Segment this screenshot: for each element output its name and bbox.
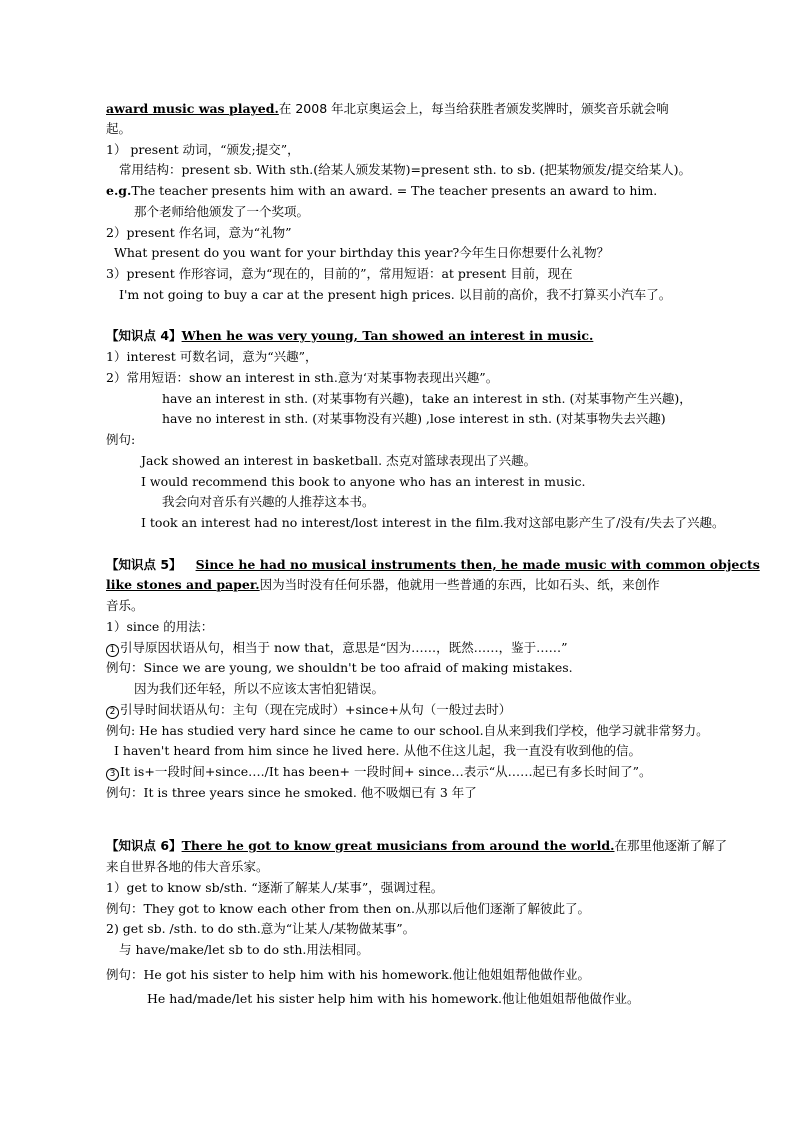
- example-sentence: 例句: He has studied very hard since he came to our school.自从来到我们学校，他学习就非常努力。: [106, 723, 709, 738]
- example-sentence: 例句：Since we are young, we shouldn't be too afraid of making mistakes.: [106, 660, 573, 675]
- section-title-line2: [106, 577, 660, 593]
- example-sentence: I would recommend this book to anyone who has an interest in music.: [141, 474, 586, 489]
- section-tag: 【知识点 6】: [106, 838, 182, 853]
- since-it-is-structure: [106, 764, 652, 781]
- example-line: [106, 183, 657, 199]
- example-sentence: 例句：They got to know each other from then on.从那以后他们逐渐了解彼此了。: [106, 901, 591, 916]
- section-title: Since he had no musical instruments then, he made music with common objects: [195, 557, 760, 572]
- example-sentence: 例句：It is three years since he smoked. 他不吸烟已有 3 年了: [106, 785, 477, 800]
- present-adj-example: I'm not going to buy a car at the present high prices. 以目前的高价，我不打算买小汽车了。: [119, 287, 672, 302]
- section-title: When he was very young, Tan showed an interest in music.: [181, 328, 594, 343]
- phrase-line: have no interest in sth. (对某事物没有兴趣) ,lose interest in sth. (对某事物失去兴趣): [162, 411, 666, 426]
- example-sentence: I took an interest had no interest/lost interest in the film.我对这部电影产生了/没有/失去了兴趣。: [141, 515, 725, 530]
- translation-text: 因为当时没有任何乐器，他就用一些普通的东西，比如石头、纸，来创作: [259, 577, 660, 592]
- example-sentence: He had/made/let his sister help him with his homework.他让他姐姐帮他做作业。: [147, 991, 640, 1006]
- usage-text: 引导原因状语从句，相当于 now that，意思是“因为……，既然……，鉴于……”: [120, 640, 568, 655]
- highlight-sentence: award music was played.: [106, 101, 279, 116]
- circled-number-1: 1: [106, 644, 119, 657]
- present-structure: 常用结构：present sb. With sth.(给某人颁发某物)=present sth. to sb. (把某物颁发/提交给某人)。: [119, 162, 691, 177]
- usage-text: It is+一段时间+since…./It has been+ 一段时间+ since…表示“从……起已有多长时间了”。: [120, 764, 652, 779]
- example-sentence: I haven't heard from him since he lived here. 从他不住这儿起，我一直没有收到他的信。: [114, 743, 641, 758]
- section-tag: 【知识点 4】: [106, 328, 182, 343]
- since-cause-clause: [106, 640, 568, 657]
- section-tag: 【知识点 5】: [106, 557, 182, 572]
- example-sentence: Jack showed an interest in basketball. 杰克对篮球表现出了兴趣。: [141, 453, 537, 468]
- example-translation: 我会向对音乐有兴趣的人推荐这本书。: [162, 494, 375, 509]
- eg-text: The teacher presents him with an award. = The teacher presents an award to him.: [131, 183, 658, 198]
- eg-label: e.g.: [106, 183, 132, 198]
- section-title-cont: like stones and paper.: [106, 577, 260, 592]
- example-translation: 因为我们还年轻，所以不应该太害怕犯错误。: [134, 681, 385, 696]
- point-interest-noun: 1）interest 可数名词，意为“兴趣”，: [106, 349, 318, 364]
- section-title: There he got to know great musicians from around the world.: [181, 838, 615, 853]
- circled-number-2: 2: [106, 706, 119, 719]
- line-award: [106, 101, 669, 117]
- present-noun-example: What present do you want for your birthday this year?今年生日你想要什么礼物？: [114, 245, 610, 260]
- section-heading-6: [106, 838, 727, 854]
- example-translation: 那个老师给他颁发了一个奖项。: [134, 204, 310, 219]
- section-heading-5: [106, 557, 760, 573]
- example-sentence: 例句：He got his sister to help him with his homework.他让他姐姐帮他做作业。: [106, 967, 591, 982]
- example-label: 例句:: [106, 432, 136, 447]
- section-heading-4: [106, 328, 593, 344]
- usage-note: 与 have/make/let sb to do sth.用法相同。: [119, 942, 369, 957]
- point-since-usage: 1）since 的用法：: [106, 619, 214, 634]
- point-get-to-know: 1）get to know sb/sth. “逐渐了解某人/某事”，强调过程。: [106, 880, 444, 895]
- translation-text: 在 2008 年北京奥运会上，每当给获胜者颁发奖牌时，颁奖音乐就会响: [278, 101, 669, 116]
- circled-number-3: 3: [106, 768, 119, 781]
- point-present-noun: 2）present 作名词，意为“礼物”: [106, 225, 292, 240]
- point-get-sb-to-do: 2) get sb. /sth. to do sth.意为“让某人/某物做某事”。: [106, 921, 416, 936]
- since-time-clause: [106, 702, 511, 719]
- point-present-verb: 1） present 动词，“颁发;提交”，: [106, 142, 300, 157]
- translation-text: 在那里他逐渐了解了: [614, 838, 727, 853]
- line-continuation: 音乐。: [106, 598, 144, 613]
- usage-text: 引导时间状语从句：主句（现在完成时）+since+从句（一般过去时）: [120, 702, 512, 717]
- line-continuation: 来自世界各地的伟大音乐家。: [106, 859, 269, 874]
- line-continuation: 起。: [106, 121, 132, 136]
- phrase-line: have an interest in sth. (对某事物有兴趣)，take an interest in sth. (对某事物产生兴趣)，: [162, 391, 692, 406]
- point-present-adj: 3）present 作形容词，意为“现在的，目前的”，常用短语：at present 目前，现在: [106, 266, 573, 281]
- point-interest-phrases: 2）常用短语：show an interest in sth.意为‘对某事物表现出兴趣”。: [106, 370, 499, 385]
